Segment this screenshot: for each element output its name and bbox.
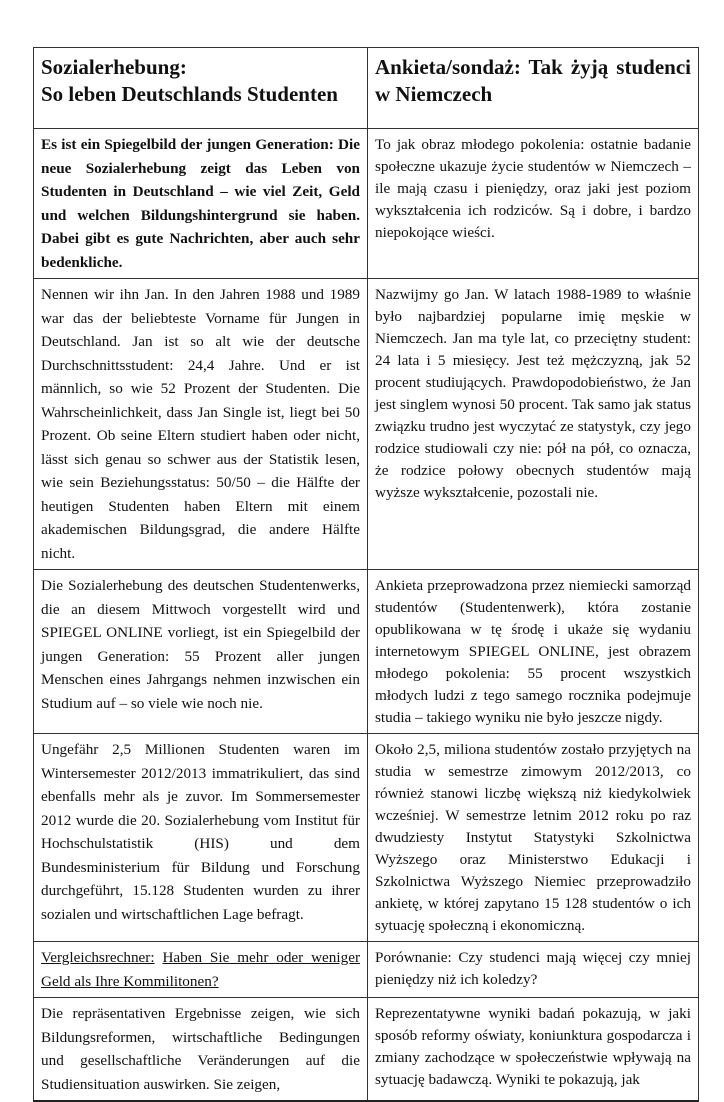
table-row [34,998,699,1102]
calculator-link[interactable]: Haben Sie mehr oder weniger Geld als Ihre Kommilitonen? [41,949,361,990]
polish-paragraph: Ankieta przeprowadzona przez niemiecki samorząd studentów (Studentenwerk), która zostanie opublikowana w tę środę i ukaże się wydaniu internetowym SPIEGEL ONLINE, jest obrazem młodego pokolenia: 55 procent wszystkich młodych ludzi z tego samego rocznika podejmuje studia – takiego wyniku nie było jeszcze nigdy. [368,570,699,734]
polish-paragraph: Porównanie: Czy studenci mają więcej czy mniej pieniędzy niż ich koledzy? [368,942,699,998]
bilingual-table [33,47,699,1102]
table-row [34,734,699,942]
german-paragraph: Ungefähr 2,5 Millionen Studenten waren im Wintersemester 2012/2013 immatrikuliert, das sind ebenfalls mehr als je zuvor. Im Sommersemester 2012 wurde die 20. Sozialerhebung vom Institut für Hochschulstatistik (HIS) und dem Bundesministerium für Bildung und Forschung durchgeführt, 15.128 Studenten wurden zu ihrer sozialen und wirtschaftlichen Lage befragt. [34,734,368,942]
polish-paragraph: Reprezentatywne wyniki badań pokazują, w jaki sposób reformy oświaty, koniunktura gospodarcza i zmiany zachodzące w społeczeństwie wpływają na sytuację badawczą. Wyniki te pokazują, jak [368,998,699,1102]
calculator-link-label[interactable]: Vergleichsrechner: [41,949,155,966]
german-link-cell [34,942,368,998]
table-row [34,279,699,570]
title-row [34,48,699,129]
polish-title: Ankieta/sondaż: Tak żyją studenci w Niemczech [368,48,699,129]
polish-paragraph: Nazwijmy go Jan. W latach 1988-1989 to właśnie było najbardziej popularne imię męskie w Niemczech. Jan ma tyle lat, co przeciętny student: 24 lata i 5 miesięcy. Jest też mężczyzną, jak 52 procent studiujących. Prawdopodobieństwo, że Jan jest singlem wynosi 50 procent. Tak samo jak status związku trudno jest wyczytać ze statystyk, czy jego rodzice studiowali czy nie: pół na pół, co oznacza, że rodzice połowy obecnych studentów mają wyższe wykształcenie, pozostali nie. [368,279,699,570]
table-row [34,942,699,998]
polish-paragraph: Około 2,5, miliona studentów zostało przyjętych na studia w semestrze zimowym 2012/2013, co również stanowi liczbę większą niż kiedykolwiek wcześniej. W semestrze letnim 2012 roku po raz dwudziesty Instytut Statystyki Szkolnictwa Wyższego oraz Ministerstwo Edukacji i Szkolnictwa Wyższego Niemiec przeprowadziło ankietę, w której zapytano 15 128 studentów o ich sytuację społeczną i ekonomiczną. [368,734,699,942]
german-paragraph: Nennen wir ihn Jan. In den Jahren 1988 und 1989 war das der beliebteste Vorname für Jungen in Deutschland. Jan ist so alt wie der deutsche Durchschnittsstudent: 24,4 Jahre. Und er ist männlich, so wie 52 Prozent der Studenten. Die Wahrscheinlichkeit, dass Jan Single ist, liegt bei 50 Prozent. Ob seine Eltern studiert haben oder nicht, lässt sich genau so schwer aus der Statistik lesen, wie sein Beziehungsstatus: 50/50 – die Hälfte der heutigen Studenten haben Eltern mit einem akademischen Bildungsgrad, die andere Hälfte nicht. [34,279,368,570]
german-title: Sozialerhebung: So leben Deutschlands Studenten [34,48,368,129]
german-lead: Es ist ein Spiegelbild der jungen Generation: Die neue Sozialerhebung zeigt das Leben von Studenten in Deutschland – wie viel Zeit, Geld und welchen Bildungshintergrund sie haben. Dabei gibt es gute Nachrichten, aber auch sehr bedenkliche. [34,129,368,279]
table-row [34,129,699,279]
table-row [34,570,699,734]
german-paragraph: Die Sozialerhebung des deutschen Studentenwerks, die an diesem Mittwoch vorgestellt wird und SPIEGEL ONLINE vorliegt, ist ein Spiegelbild der jungen Generation: 55 Prozent aller jungen Menschen eines Jahrgangs nehmen inzwischen ein Studium auf – so viele wie noch nie. [34,570,368,734]
polish-lead: To jak obraz młodego pokolenia: ostatnie badanie społeczne ukazuje życie studentów w Niemczech – ile mają czasu i pieniędzy, oraz jaki jest poziom wykształcenia ich rodziców. Są i dobre, i bardzo niepokojące wieści. [368,129,699,279]
german-paragraph: Die repräsentativen Ergebnisse zeigen, wie sich Bildungsreformen, wirtschaftliche Bedingungen und gesellschaftliche Veränderungen auf die Studiensituation auswirken. Sie zeigen, [34,998,368,1102]
